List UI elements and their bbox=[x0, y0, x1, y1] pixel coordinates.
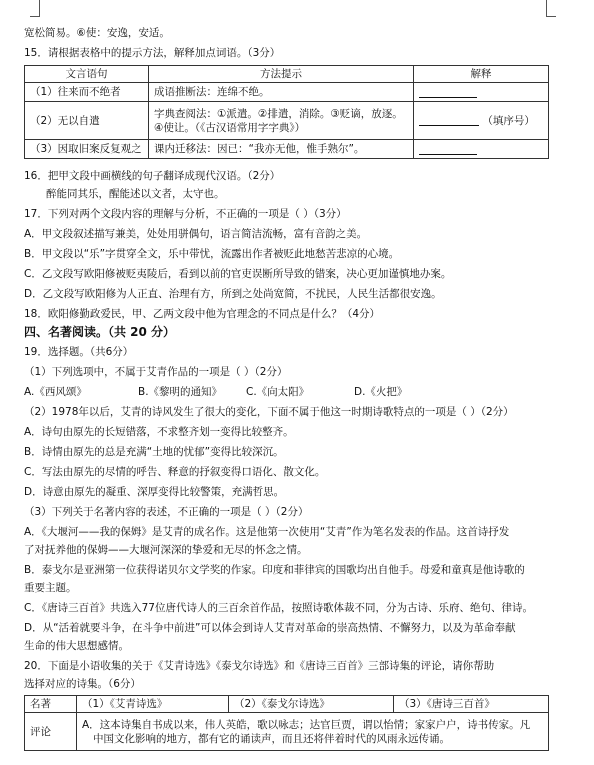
section-heading: 四、名著阅读。（共 20 分） bbox=[24, 325, 176, 339]
question-18-title: 18．欧阳修勤政爱民，甲、乙两文段中他为官理念的不同点是什么？（4分） bbox=[24, 308, 381, 320]
book-title-1: （1）《艾青诗选》 bbox=[77, 696, 229, 713]
note-line: 宽松简易。⑥使：安逸，安适。 bbox=[24, 27, 170, 39]
answer-blank[interactable] bbox=[419, 144, 477, 155]
option-a: A．《大堰河——我的保姆》是艾青的成名作。这是他第一次使用“艾青”作为笔名发表的作品。这首诗抒发 bbox=[24, 526, 510, 538]
book-title-2: （2）《泰戈尔诗选》 bbox=[229, 696, 394, 713]
page-corner-mark-left bbox=[30, 0, 40, 17]
q15-table bbox=[24, 65, 549, 159]
option-d: D.《火把》 bbox=[354, 386, 408, 398]
table-cell-sentence: （1）往来而不绝者 bbox=[25, 83, 149, 102]
question-19-title: 19．选择题。（共6分） bbox=[24, 346, 134, 358]
table-cell-sentence: （2）无以自遣 bbox=[25, 102, 149, 140]
table-cell-hint: 字典查阅法：①派遣。②排遣，消除。③贬谪，放逐。④使让。（《古汉语常用字字典》） bbox=[149, 102, 414, 140]
table-cell-hint: 成语推断法：连绵不绝。 bbox=[149, 83, 414, 102]
option-b: B．甲文段以“乐”字贯穿全文，乐中带忧，流露出作者被贬此地愁苦悲凉的心境。 bbox=[24, 248, 400, 260]
answer-cell[interactable] bbox=[414, 83, 549, 102]
option-c: C．《唐诗三百首》共选入77位唐代诗人的三百余首作品，按照诗歌体裁不同，分为古诗、乐府、绝句、律诗。 bbox=[24, 602, 533, 614]
comment-line: A．这本诗集自书成以来，伟人英皓，歌以咏志；达官巨贾，谓以怡情；家家户户，诗书传家。凡 bbox=[82, 718, 531, 731]
option-a: A.《西风颂》 bbox=[24, 386, 87, 398]
answer-cell[interactable] bbox=[414, 102, 549, 140]
table-header-sentence: 文言语句 bbox=[25, 66, 149, 83]
option-d: D．从“活着就要斗争，在斗争中前进”可以体会到诗人艾青对革命的崇高热情、不懈努力，以及为革命奉献 bbox=[24, 622, 516, 634]
question-16-title: 16．把甲文段中画横线的句子翻译成现代汉语。（2分） bbox=[24, 170, 281, 182]
answer-blank[interactable] bbox=[419, 87, 477, 98]
answer-cell[interactable] bbox=[414, 140, 549, 159]
option-b-continued: 重要主题。 bbox=[24, 582, 77, 594]
row-label-name: 名著 bbox=[25, 696, 77, 713]
comment-cell bbox=[77, 713, 549, 751]
question-19-3-stem: （3）下列关于名著内容的表述，不正确的一项是（ ）（2分） bbox=[24, 506, 309, 518]
option-b: B．诗情由原先的总是充满“土地的忧郁”变得比较深沉。 bbox=[24, 446, 284, 458]
option-d-continued: 生命的伟大思想感情。 bbox=[24, 640, 129, 652]
table-cell-sentence: （3）因取旧案反复观之 bbox=[25, 140, 149, 159]
option-d: D．乙文段写欧阳修为人正直、治理有方，所到之处尚宽简，不扰民，人民生活都很安逸。 bbox=[24, 288, 442, 300]
question-19-1-stem: （1）下列选项中，不属于艾青作品的一项是（ ）（2分） bbox=[24, 366, 288, 378]
option-a: A．甲文段叙述描写兼美，处处用骈偶句，语言简洁流畅，富有音韵之美。 bbox=[24, 228, 368, 240]
question-19-2-stem: （2）1978年以后，艾青的诗风发生了很大的变化，下面不属于他这一时期诗歌特点的一项是（ ）（2分） bbox=[24, 406, 514, 418]
table-header-hint: 方法提示 bbox=[149, 66, 414, 83]
option-d: D．诗意由原先的凝重、深厚变得比较警策，充满哲思。 bbox=[24, 486, 285, 498]
comment-line-continued: 中国文化影响的地方，都有它的诵读声，而且还将伴着时代的风雨永远传诵。 bbox=[93, 732, 450, 745]
page-corner-mark-right bbox=[546, 0, 556, 17]
question-17-title: 17．下列对两个文段内容的理解与分析，不正确的一项是（ ）（3分） bbox=[24, 208, 347, 220]
fill-hint: （填序号） bbox=[482, 114, 535, 127]
option-a: A．诗句由原先的长短错落，不求整齐划一变得比较整齐。 bbox=[24, 426, 294, 438]
option-c: C．乙文段写欧阳修被贬夷陵后，看到以前的官吏误断所导致的错案，决心更加谨慎地办案。 bbox=[24, 268, 452, 280]
option-c: C.《向太阳》 bbox=[246, 386, 310, 398]
answer-blank[interactable] bbox=[419, 115, 479, 126]
question-15-title: 15．请根据表格中的提示方法，解释加点词语。（3分） bbox=[24, 47, 281, 59]
row-label-comment: 评论 bbox=[25, 713, 77, 751]
q20-table bbox=[24, 695, 549, 751]
question-16-quote: 醉能同其乐，醒能述以文者，太守也。 bbox=[46, 188, 225, 200]
question-20-title: 20．下面是小语收集的关于《艾青诗选》《泰戈尔诗选》和《唐诗三百首》三部诗集的评论，请你帮助 bbox=[24, 660, 495, 672]
option-b: B．泰戈尔是亚洲第一位获得诺贝尔文学奖的作家。印度和菲律宾的国歌均出自他手。母爱和童真是他诗歌的 bbox=[24, 564, 525, 576]
table-header-answer: 解释 bbox=[414, 66, 549, 83]
option-a-continued: 了对抚养他的保姆——大堰河深深的挚爱和无尽的怀念之情。 bbox=[24, 544, 308, 556]
question-20-title-continued: 选择对应的诗集。（6分） bbox=[24, 678, 141, 690]
option-b: B.《黎明的通知》 bbox=[138, 386, 223, 398]
option-c: C．写法由原先的尽情的呼告、释意的抒叙变得口语化、散文化。 bbox=[24, 466, 326, 478]
table-cell-hint: 课内迁移法：因已：“我亦无他，惟手熟尔”。 bbox=[149, 140, 414, 159]
book-title-3: （3）《唐诗三百首》 bbox=[394, 696, 549, 713]
